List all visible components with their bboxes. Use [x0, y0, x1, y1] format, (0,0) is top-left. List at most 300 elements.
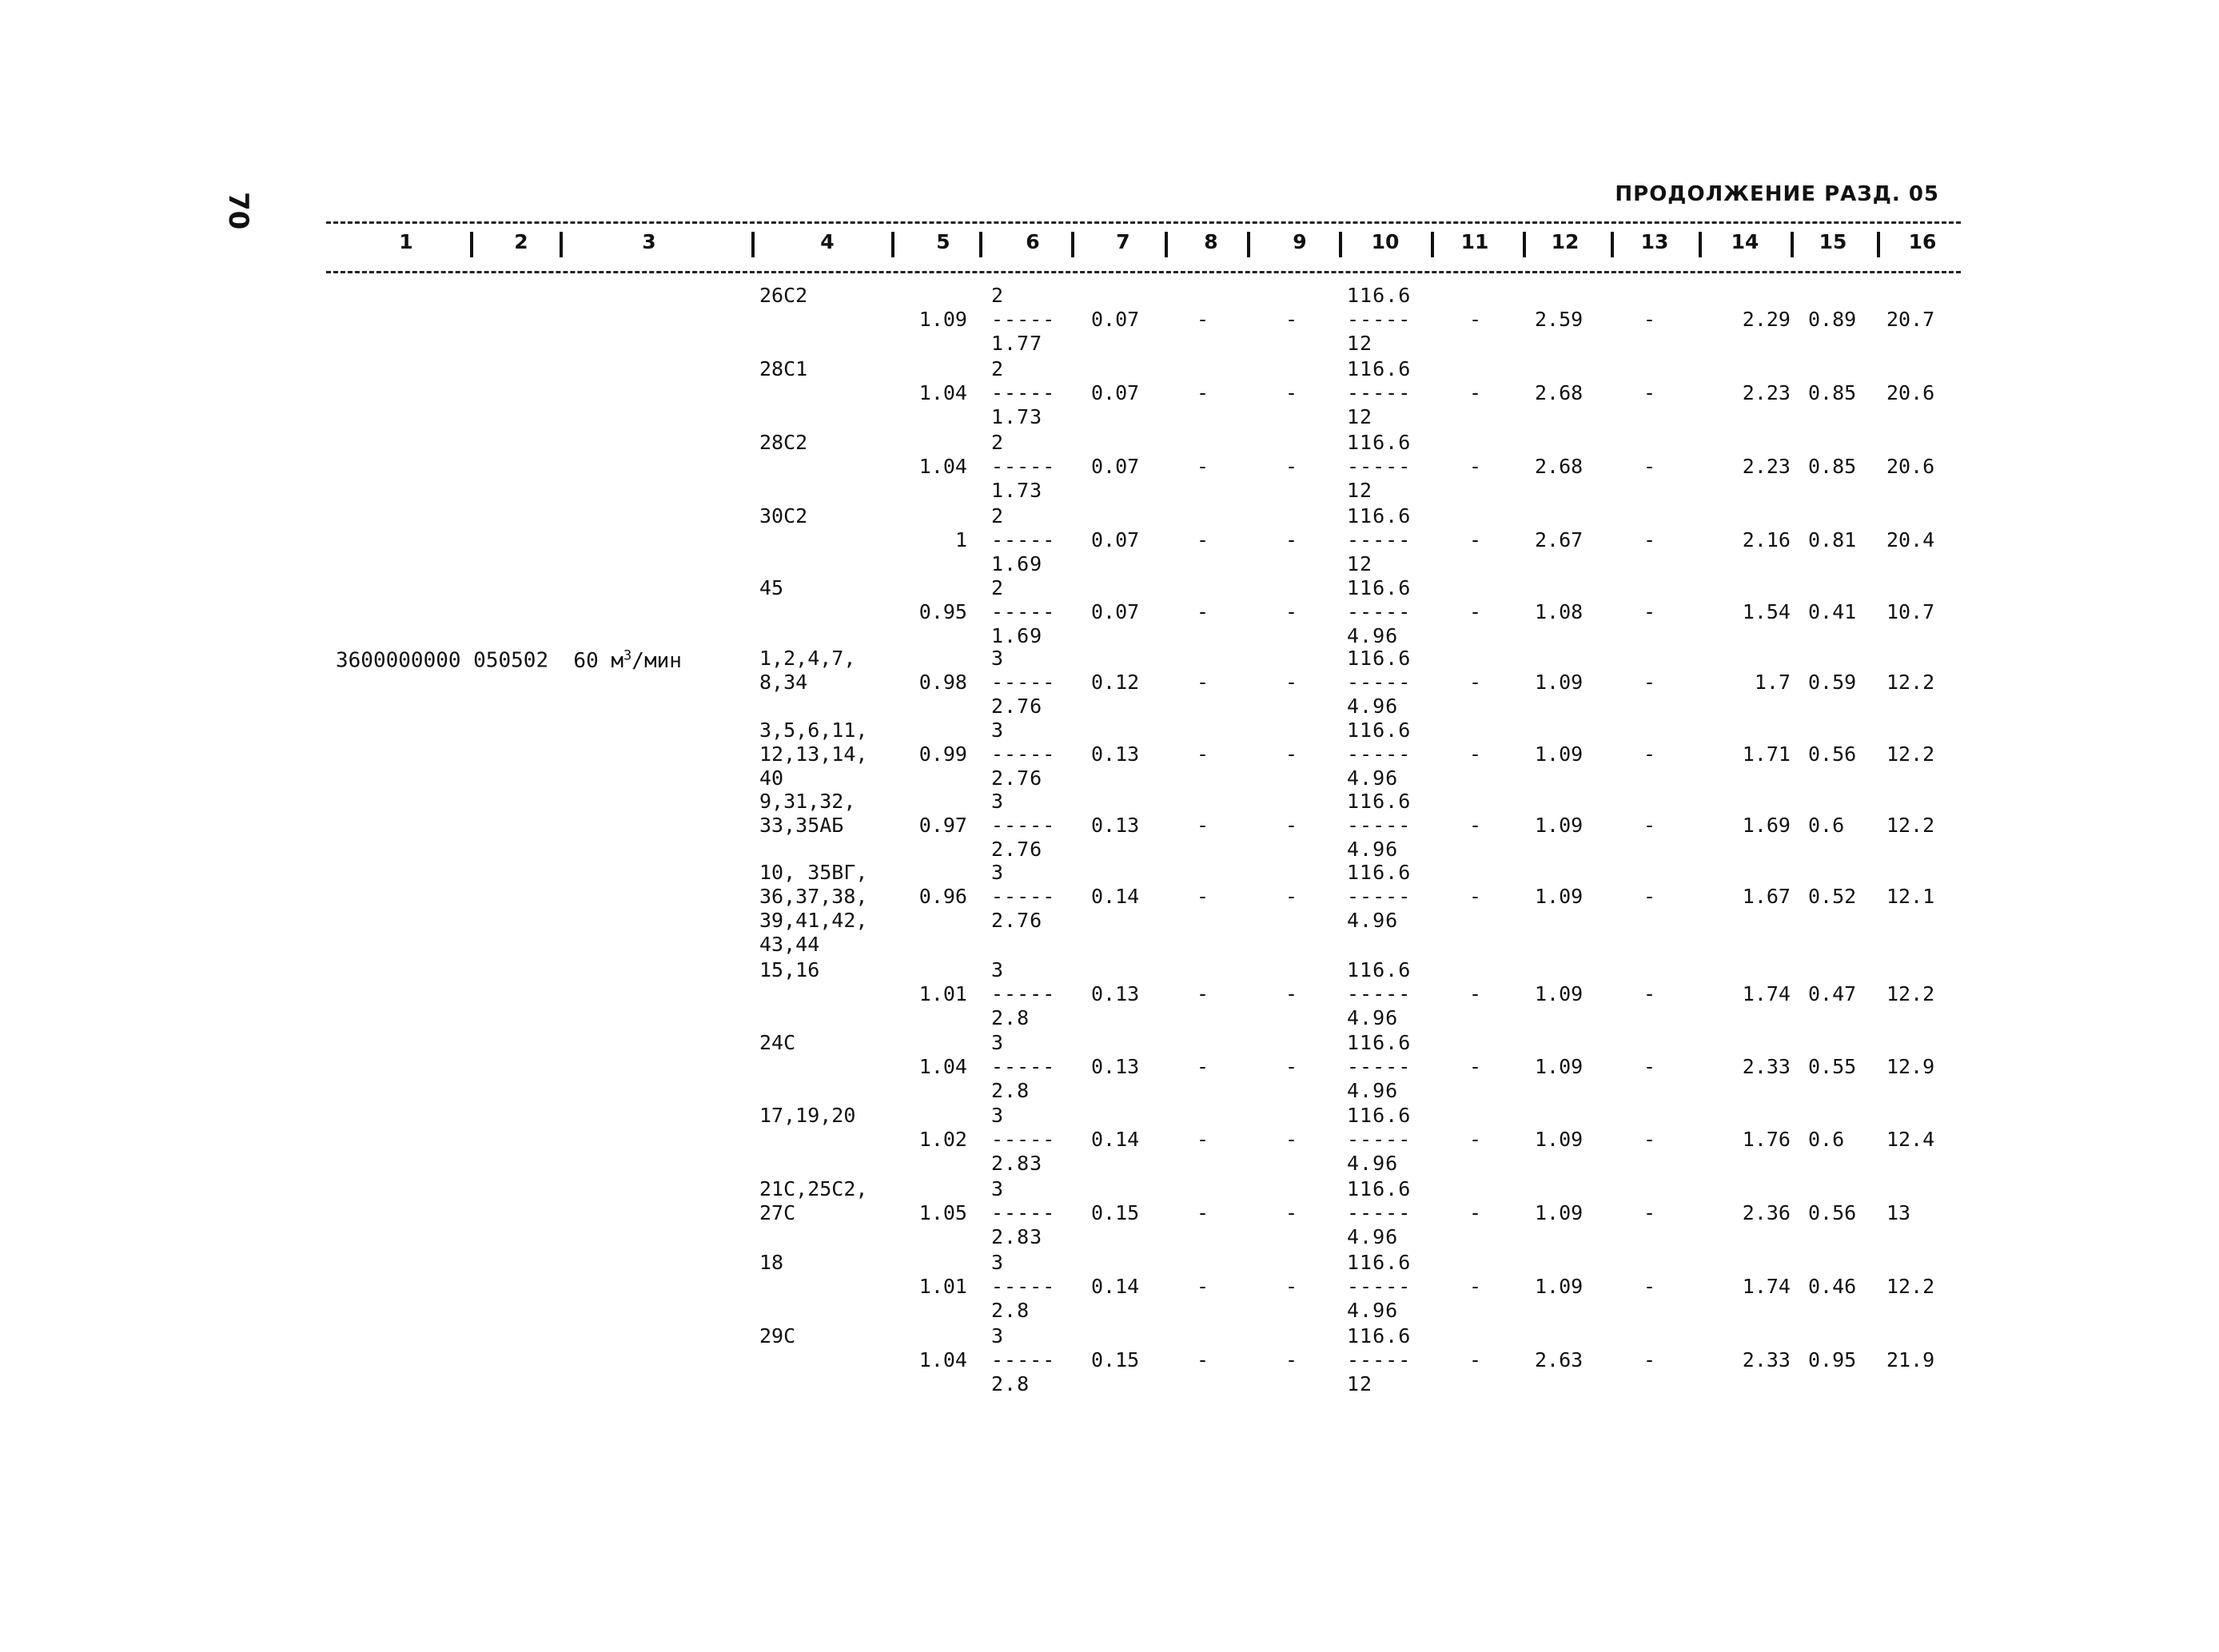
column-header-11: 11 [1460, 230, 1489, 253]
cell-col9: - [1285, 1348, 1298, 1371]
cell-col6-bar: ----- [991, 671, 1056, 694]
cell-col15: 0.6 [1808, 1128, 1845, 1151]
cell-col9: - [1285, 885, 1298, 908]
cell-col15: 0.46 [1808, 1275, 1857, 1298]
column-separator [1247, 232, 1250, 257]
cell-col10-bar: ----- [1347, 455, 1412, 478]
cell-col10-bar: ----- [1347, 1348, 1412, 1371]
cell-col6-bar: ----- [991, 1128, 1056, 1151]
cell-col9: - [1285, 308, 1298, 331]
column-header-5: 5 [936, 230, 950, 253]
cell-col12: 2.68 [1535, 381, 1584, 404]
cell-col14: 1.74 [1742, 982, 1791, 1005]
cell-col6-denominator: 1.73 [991, 405, 1043, 428]
cell-col16: 20.4 [1886, 528, 1935, 551]
cell-col12: 1.09 [1535, 1128, 1584, 1151]
cell-col6 [991, 1104, 1055, 1176]
cell-col6-denominator: 1.69 [991, 552, 1043, 575]
cell-col8: - [1197, 455, 1209, 478]
cell-col4: 28С2 [759, 431, 808, 454]
cell-col7: 0.13 [1091, 1055, 1140, 1078]
cell-col10-bar: ----- [1347, 1055, 1412, 1078]
cell-col10-bar: ----- [1347, 885, 1412, 908]
cell-col7: 0.07 [1091, 528, 1140, 551]
cell-col10-numerator: 116.6 [1347, 861, 1412, 884]
cell-col6 [991, 1324, 1055, 1396]
cell-col10 [1347, 719, 1411, 790]
cell-col10-numerator: 116.6 [1347, 719, 1412, 742]
cell-col7: 0.14 [1091, 1128, 1140, 1151]
cell-col6 [991, 958, 1055, 1030]
cell-col8: - [1197, 1128, 1209, 1151]
cell-col6-denominator: 2.76 [991, 909, 1043, 932]
cell-col10-bar: ----- [1347, 308, 1412, 331]
cell-col6 [991, 504, 1055, 576]
cell-col8: - [1197, 671, 1209, 694]
cell-col6-numerator: 3 [991, 1324, 1005, 1347]
cell-col6-numerator: 3 [991, 958, 1005, 981]
cell-col16: 20.6 [1886, 381, 1935, 404]
column-separator [751, 232, 755, 257]
cell-col14: 2.23 [1742, 455, 1791, 478]
cell-col5: 1.02 [918, 1128, 967, 1151]
cell-col10-bar: ----- [1347, 1128, 1412, 1151]
cell-col11: - [1469, 1128, 1482, 1151]
cell-col6-numerator: 3 [991, 790, 1005, 813]
cell-col12: 1.09 [1535, 982, 1584, 1005]
cell-col6-denominator: 2.76 [991, 766, 1043, 790]
cell-col8: - [1197, 381, 1209, 404]
page-number: 70 [222, 192, 254, 230]
cell-col14: 1.54 [1742, 600, 1791, 623]
column-separator [1071, 232, 1074, 257]
cell-col6-numerator: 3 [991, 647, 1005, 670]
cell-col7: 0.13 [1091, 982, 1140, 1005]
cell-col7: 0.14 [1091, 1275, 1140, 1298]
cell-col6 [991, 647, 1055, 719]
column-header-1: 1 [399, 230, 413, 253]
cell-col15: 0.56 [1808, 742, 1857, 766]
cell-col10-denominator: 4.96 [1347, 624, 1399, 647]
cell-col4: 15,16 [759, 958, 820, 981]
cell-col7: 0.07 [1091, 308, 1140, 331]
cell-col14: 2.33 [1742, 1348, 1791, 1371]
cell-col6 [991, 431, 1055, 503]
cell-col10-bar: ----- [1347, 528, 1412, 551]
cell-col10 [1347, 1177, 1411, 1249]
cell-col10-denominator: 4.96 [1347, 695, 1399, 718]
cell-col13: - [1643, 528, 1656, 551]
cell-col15: 0.41 [1808, 600, 1857, 623]
column-header-14: 14 [1731, 230, 1759, 253]
cell-col5: 1.04 [918, 455, 967, 478]
cell-col10-numerator: 116.6 [1347, 576, 1412, 599]
cell-col6-numerator: 2 [991, 357, 1005, 380]
cell-col11: - [1469, 885, 1482, 908]
cell-col11: - [1469, 528, 1482, 551]
cell-col10-denominator: 4.96 [1347, 838, 1399, 861]
cell-col15: 0.56 [1808, 1201, 1857, 1224]
cell-col8: - [1197, 742, 1209, 766]
cell-col10-numerator: 116.6 [1347, 504, 1412, 527]
cell-col10-numerator: 116.6 [1347, 1104, 1412, 1127]
cell-col5: 1.04 [918, 1055, 967, 1078]
cell-col4: 1,2,4,7, 8,34 [759, 647, 856, 694]
cell-col10 [1347, 1324, 1411, 1396]
cell-col16: 12.2 [1886, 1275, 1935, 1298]
column-separator [979, 232, 982, 257]
cell-col6-numerator: 2 [991, 504, 1005, 527]
cell-col13: - [1643, 1275, 1656, 1298]
cell-col6 [991, 284, 1055, 356]
cell-col15: 0.85 [1808, 455, 1857, 478]
cell-col9: - [1285, 528, 1298, 551]
cell-col12: 1.09 [1535, 814, 1584, 837]
cell-col6 [991, 1177, 1055, 1249]
cell-col6-bar: ----- [991, 1348, 1056, 1371]
column-header-3: 3 [642, 230, 656, 253]
column-separator [1699, 232, 1702, 257]
cell-col9: - [1285, 455, 1298, 478]
cell-col10-numerator: 116.6 [1347, 1324, 1412, 1347]
column-header-12: 12 [1551, 230, 1580, 253]
column-header-6: 6 [1026, 230, 1040, 253]
cell-col15: 0.89 [1808, 308, 1857, 331]
cell-col9: - [1285, 1201, 1298, 1224]
cell-col4: 17,19,20 [759, 1104, 856, 1127]
cell-col6-numerator: 3 [991, 1031, 1005, 1054]
cell-col10-numerator: 116.6 [1347, 431, 1412, 454]
cell-col12: 2.59 [1535, 308, 1584, 331]
cell-col5: 1.04 [918, 381, 967, 404]
cell-col14: 2.23 [1742, 381, 1791, 404]
cell-col6 [991, 357, 1055, 429]
cell-col6-bar: ----- [991, 814, 1056, 837]
cell-col8: - [1197, 1275, 1209, 1298]
cell-col12: 2.68 [1535, 455, 1584, 478]
cell-col11: - [1469, 1275, 1482, 1298]
cell-col10-numerator: 116.6 [1347, 790, 1412, 813]
cell-col8: - [1197, 982, 1209, 1005]
cell-col13: - [1643, 381, 1656, 404]
cell-col10-denominator: 4.96 [1347, 1225, 1399, 1248]
cell-col11: - [1469, 455, 1482, 478]
cell-col10-bar: ----- [1347, 982, 1412, 1005]
cell-col14: 1.71 [1742, 742, 1791, 766]
cell-col8: - [1197, 814, 1209, 837]
cell-col8: - [1197, 528, 1209, 551]
cell-col6-bar: ----- [991, 1055, 1056, 1078]
cell-col11: - [1469, 381, 1482, 404]
cell-col13: - [1643, 982, 1656, 1005]
cell-col9: - [1285, 671, 1298, 694]
cell-col4: 45 [759, 576, 784, 599]
column-header-16: 16 [1908, 230, 1937, 253]
cell-col6-denominator: 2.8 [991, 1006, 1030, 1029]
cell-col10 [1347, 790, 1411, 862]
cell-col14: 2.36 [1742, 1201, 1791, 1224]
cell-col8: - [1197, 1055, 1209, 1078]
cell-col6-bar: ----- [991, 381, 1056, 404]
cell-col6-bar: ----- [991, 1201, 1056, 1224]
cell-col6 [991, 719, 1055, 790]
cell-col6-bar: ----- [991, 308, 1056, 331]
cell-col16: 12.2 [1886, 982, 1935, 1005]
group-measure: 60 $м^3$/мин [573, 647, 682, 673]
cell-col5: 0.99 [918, 742, 967, 766]
cell-col7: 0.07 [1091, 455, 1140, 478]
cell-col8: - [1197, 1201, 1209, 1224]
cell-col10-denominator: 12 [1347, 552, 1373, 575]
cell-col6-bar: ----- [991, 528, 1056, 551]
cell-col6-denominator: 2.8 [991, 1299, 1030, 1322]
cell-col6-numerator: 3 [991, 861, 1005, 884]
column-separator [1431, 232, 1434, 257]
cell-col12: 1.09 [1535, 1055, 1584, 1078]
cell-col11: - [1469, 600, 1482, 623]
cell-col6-numerator: 3 [991, 1251, 1005, 1274]
cell-col14: 1.7 [1754, 671, 1791, 694]
cell-col10-denominator: 4.96 [1347, 1299, 1399, 1322]
cell-col10-denominator: 12 [1347, 479, 1373, 502]
cell-col5: 1.05 [918, 1201, 967, 1224]
cell-col5: 1.09 [918, 308, 967, 331]
column-separator [1523, 232, 1526, 257]
cell-col12: 1.09 [1535, 671, 1584, 694]
cell-col10-numerator: 116.6 [1347, 647, 1412, 670]
cell-col6-numerator: 3 [991, 1177, 1005, 1200]
cell-col6-denominator: 1.69 [991, 624, 1043, 647]
column-header-2: 2 [514, 230, 528, 253]
cell-col6-numerator: 2 [991, 576, 1005, 599]
cell-col15: 0.55 [1808, 1055, 1857, 1078]
cell-col9: - [1285, 600, 1298, 623]
cell-col7: 0.13 [1091, 742, 1140, 766]
cell-col12: 2.63 [1535, 1348, 1584, 1371]
cell-col8: - [1197, 308, 1209, 331]
cell-col13: - [1643, 885, 1656, 908]
cell-col11: - [1469, 1055, 1482, 1078]
cell-col10-numerator: 116.6 [1347, 1251, 1412, 1274]
cell-col15: 0.59 [1808, 671, 1857, 694]
column-separator [560, 232, 563, 257]
cell-col10-denominator: 4.96 [1347, 1079, 1399, 1102]
cell-col14: 2.29 [1742, 308, 1791, 331]
cell-col11: - [1469, 742, 1482, 766]
cell-col6 [991, 576, 1055, 648]
cell-col9: - [1285, 1055, 1298, 1078]
column-header-15: 15 [1819, 230, 1847, 253]
column-header-9: 9 [1293, 230, 1307, 253]
column-separator [470, 232, 473, 257]
cell-col14: 1.67 [1742, 885, 1791, 908]
cell-col9: - [1285, 814, 1298, 837]
cell-col10 [1347, 1031, 1411, 1103]
header-top-rule [326, 221, 1961, 224]
cell-col10-denominator: 12 [1347, 1372, 1373, 1395]
cell-col4: 21С,25С2, 27С [759, 1177, 868, 1224]
cell-col4: 28С1 [759, 357, 808, 380]
cell-col14: 2.33 [1742, 1055, 1791, 1078]
cell-col16: 21.9 [1886, 1348, 1935, 1371]
cell-col9: - [1285, 381, 1298, 404]
cell-col10 [1347, 861, 1411, 933]
cell-col10-numerator: 116.6 [1347, 357, 1412, 380]
cell-col7: 0.12 [1091, 671, 1140, 694]
cell-col15: 0.81 [1808, 528, 1857, 551]
cell-col11: - [1469, 1201, 1482, 1224]
cell-col4: 29С [759, 1324, 796, 1347]
cell-col5: 1 [954, 528, 967, 551]
column-separator [1165, 232, 1168, 257]
cell-col11: - [1469, 982, 1482, 1005]
cell-col11: - [1469, 671, 1482, 694]
cell-col14: 1.76 [1742, 1128, 1791, 1151]
cell-col6-bar: ----- [991, 600, 1056, 623]
header-bottom-rule [326, 271, 1961, 273]
column-header-7: 7 [1116, 230, 1130, 253]
cell-col16: 12.4 [1886, 1128, 1935, 1151]
cell-col10 [1347, 1104, 1411, 1176]
cell-col7: 0.07 [1091, 600, 1140, 623]
cell-col6-numerator: 2 [991, 284, 1005, 307]
cell-col10 [1347, 357, 1411, 429]
cell-col4: 24С [759, 1031, 796, 1054]
cell-col12: 1.09 [1535, 885, 1584, 908]
cell-col7: 0.15 [1091, 1201, 1140, 1224]
cell-col9: - [1285, 982, 1298, 1005]
cell-col15: 0.6 [1808, 814, 1845, 837]
cell-col13: - [1643, 1055, 1656, 1078]
cell-col6-denominator: 1.77 [991, 332, 1043, 355]
cell-col13: - [1643, 600, 1656, 623]
cell-col15: 0.52 [1808, 885, 1857, 908]
cell-col10-numerator: 116.6 [1347, 1031, 1412, 1054]
cell-col13: - [1643, 814, 1656, 837]
cell-col6-denominator: 2.76 [991, 838, 1043, 861]
cell-col10-denominator: 4.96 [1347, 909, 1399, 932]
column-header-8: 8 [1204, 230, 1218, 253]
cell-col10-denominator: 12 [1347, 332, 1373, 355]
cell-col12: 1.09 [1535, 1201, 1584, 1224]
cell-col16: 20.6 [1886, 455, 1935, 478]
cell-col16: 13 [1886, 1201, 1911, 1224]
column-separator [891, 232, 894, 257]
cell-col6-numerator: 3 [991, 1104, 1005, 1127]
cell-col10-bar: ----- [1347, 1275, 1412, 1298]
cell-col7: 0.13 [1091, 814, 1140, 837]
cell-col10-denominator: 4.96 [1347, 766, 1399, 790]
cell-col16: 12.2 [1886, 814, 1935, 837]
cell-col13: - [1643, 1201, 1656, 1224]
cell-col9: - [1285, 1275, 1298, 1298]
cell-col15: 0.85 [1808, 381, 1857, 404]
cell-col16: 20.7 [1886, 308, 1935, 331]
cell-col6-bar: ----- [991, 885, 1056, 908]
cell-col8: - [1197, 600, 1209, 623]
cell-col10-numerator: 116.6 [1347, 958, 1412, 981]
cell-col6 [991, 790, 1055, 862]
cell-col4: 18 [759, 1251, 784, 1274]
cell-col13: - [1643, 455, 1656, 478]
cell-col13: - [1643, 1348, 1656, 1371]
cell-col6-denominator: 2.76 [991, 695, 1043, 718]
cell-col5: 1.01 [918, 1275, 967, 1298]
cell-col15: 0.47 [1808, 982, 1857, 1005]
cell-col4: 10, 35ВГ, 36,37,38, 39,41,42, 43,44 [759, 861, 868, 956]
cell-col9: - [1285, 742, 1298, 766]
cell-col5: 0.95 [918, 600, 967, 623]
cell-col6-bar: ----- [991, 742, 1056, 766]
cell-col5: 0.98 [918, 671, 967, 694]
cell-col14: 1.74 [1742, 1275, 1791, 1298]
cell-col13: - [1643, 671, 1656, 694]
cell-col13: - [1643, 308, 1656, 331]
cell-col5: 0.96 [918, 885, 967, 908]
cell-col16: 12.2 [1886, 742, 1935, 766]
cell-col8: - [1197, 885, 1209, 908]
cell-col12: 1.09 [1535, 1275, 1584, 1298]
cell-col12: 2.67 [1535, 528, 1584, 551]
cell-col11: - [1469, 308, 1482, 331]
cell-col10 [1347, 647, 1411, 719]
cell-col10-bar: ----- [1347, 814, 1412, 837]
cell-col8: - [1197, 1348, 1209, 1371]
cell-col7: 0.15 [1091, 1348, 1140, 1371]
cell-col11: - [1469, 1348, 1482, 1371]
cell-col6 [991, 861, 1055, 933]
column-separator [1611, 232, 1614, 257]
cell-col4: 26С2 [759, 284, 808, 307]
cell-col10-denominator: 12 [1347, 405, 1373, 428]
cell-col10-bar: ----- [1347, 381, 1412, 404]
column-header-4: 4 [820, 230, 835, 253]
column-header-13: 13 [1640, 230, 1669, 253]
cell-col6-numerator: 3 [991, 719, 1005, 742]
cell-col12: 1.08 [1535, 600, 1584, 623]
cell-col4: 3,5,6,11, 12,13,14, 40 [759, 719, 868, 790]
cell-col14: 1.69 [1742, 814, 1791, 837]
cell-col5: 0.97 [918, 814, 967, 837]
cell-col6-denominator: 2.83 [991, 1225, 1043, 1248]
cell-col16: 12.1 [1886, 885, 1935, 908]
cell-col6-numerator: 2 [991, 431, 1005, 454]
cell-col6-bar: ----- [991, 982, 1056, 1005]
cell-col7: 0.07 [1091, 381, 1140, 404]
column-separator [1791, 232, 1794, 257]
cell-col10 [1347, 431, 1411, 503]
cell-col11: - [1469, 814, 1482, 837]
column-header-10: 10 [1371, 230, 1400, 253]
cell-col6-denominator: 2.8 [991, 1079, 1030, 1102]
cell-col10-numerator: 116.6 [1347, 1177, 1412, 1200]
cell-col6-bar: ----- [991, 455, 1056, 478]
cell-col10 [1347, 284, 1411, 356]
cell-col12: 1.09 [1535, 742, 1584, 766]
cell-col13: - [1643, 1128, 1656, 1151]
cell-col4: 30С2 [759, 504, 808, 527]
cell-col16: 12.2 [1886, 671, 1935, 694]
cell-col4: 9,31,32, 33,35АБ [759, 790, 856, 837]
column-separator [1339, 232, 1342, 257]
cell-col5: 1.01 [918, 982, 967, 1005]
cell-col9: - [1285, 1128, 1298, 1151]
cell-col15: 0.95 [1808, 1348, 1857, 1371]
column-separator [1877, 232, 1880, 257]
section-title: ПРОДОЛЖЕНИЕ РАЗД. 05 [1615, 182, 1939, 206]
cell-col14: 2.16 [1742, 528, 1791, 551]
group-code-number: 3600000000 050502 [336, 648, 549, 673]
